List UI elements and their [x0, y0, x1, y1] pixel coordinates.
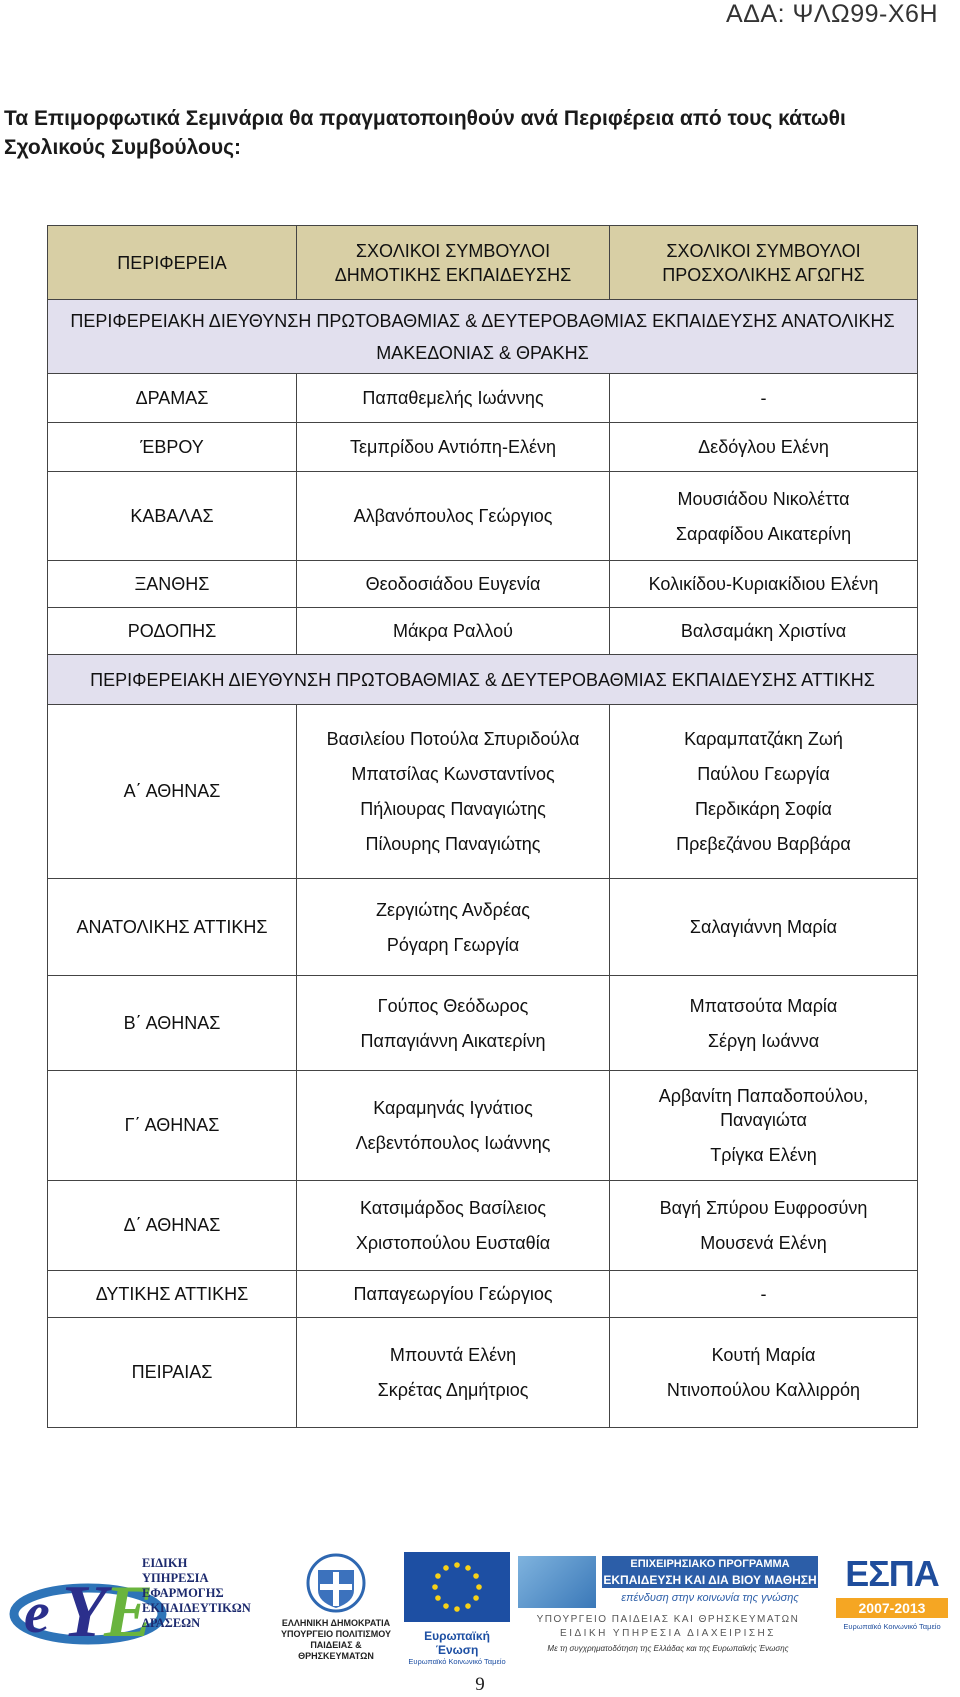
region-row [48, 655, 918, 705]
advisor-name: Καραμπατζάκη Ζωή [684, 729, 843, 749]
area-cell: ΡΟΔΟΠΗΣ [48, 608, 297, 655]
table-row [48, 1271, 918, 1318]
advisor-name: - [760, 1284, 767, 1304]
advisor-name: Μπατσούτα Μαρία [689, 995, 838, 1016]
advisor-name: Πήλιουρας Παναγιώτης [360, 799, 546, 819]
epeaek-graphic [518, 1556, 596, 1608]
advisor-name: Περδικάρη Σοφία [695, 799, 832, 819]
preschool-cell [610, 423, 918, 472]
primary-cell [297, 423, 610, 472]
preschool-cell [610, 879, 918, 976]
table-row [48, 374, 918, 423]
eu-star-icon [473, 1573, 479, 1579]
advisor-name: Μπατσίλας Κωνσταντίνος [351, 764, 555, 784]
advisor-name: Δεδόγλου Ελένη [698, 437, 829, 457]
header-cell: ΠΕΡΙΦΕΡΕΙΑ [48, 226, 297, 300]
greek-seal-icon [304, 1552, 368, 1614]
advisor-name: Μουσιάδου Νικολέττα [677, 488, 850, 509]
svg-text:Y: Y [62, 1571, 108, 1653]
table-row [48, 1318, 918, 1428]
preschool-cell [610, 472, 918, 561]
region-title: ΠΕΡΙΦΕΡΕΙΑΚΗ ΔΙΕΥΘΥΝΣΗ ΠΡΩΤΟΒΑΘΜΙΑΣ & ΔΕΥΤΕΡΟΒΑΘΜΙΑΣ ΕΚΠΑΙΔΕΥΣΗΣ ΑΝΑΤΟΛΙΚΗΣ ΜΑΚΕΔΟΝΙΑΣ & ΘΡΑΚΗΣ [48, 300, 918, 374]
eu-star-icon [435, 1573, 441, 1579]
table-row [48, 976, 918, 1071]
page-number: 9 [475, 1674, 485, 1695]
advisor-name: Σαλαγιάννη Μαρία [689, 917, 838, 937]
advisor-name: Μάκρα Ραλλού [392, 621, 514, 641]
eye-line: ΕΚΠΑΙΔΕΥΤΙΚΩΝ [142, 1601, 251, 1615]
eu-star-icon [454, 1562, 460, 1568]
advisor-name: Αλβανόπουλος Γεώργιος [353, 506, 553, 526]
advisor-name: Πρεβεζάνου Βαρβάρα [676, 834, 851, 854]
advisor-name: Σαραφίδου Αικατερίνη [675, 523, 852, 544]
area-cell: ΔΡΑΜΑΣ [48, 374, 297, 423]
advisor-name: Τεμπρίδου Αντιόπη-Ελένη [350, 437, 556, 457]
primary-cell [297, 1271, 610, 1318]
intro-text: Τα Επιμορφωτικά Σεμινάρια θα πραγματοποιηθούν ανά Περιφέρεια από τους κάτωθι Σχολικούς Συμβούλους: [4, 107, 846, 159]
epeaek-line: ΕΠΙΧΕΙΡΗΣΙΑΚΟ ΠΡΟΓΡΑΜΜΑ [630, 1558, 790, 1570]
advisor-name: Γούπος Θεόδωρος [377, 995, 529, 1016]
table-row [48, 423, 918, 472]
advisor-name: Θεοδοσιάδου Ευγενία [365, 574, 541, 594]
eye-line: ΥΠΗΡΕΣΙΑ [142, 1571, 209, 1585]
advisor-name: Κουτή Μαρία [711, 1345, 816, 1365]
advisor-name: - [760, 388, 767, 408]
eye-logo [0, 1552, 265, 1657]
espa-logo [830, 1552, 954, 1657]
ministry-line: ΠΑΙΔΕΙΑΣ & ΘΡΗΣΚΕΥΜΑΤΩΝ [298, 1640, 374, 1661]
advisor-name: Παύλου Γεωργία [697, 764, 830, 784]
primary-cell [297, 561, 610, 608]
eu-subtitle: Ευρωπαϊκό Κοινωνικό Ταμείο [408, 1657, 506, 1666]
espa-title: ΕΣΠΑ [845, 1553, 939, 1594]
table-row [48, 608, 918, 655]
region-row [48, 300, 918, 374]
advisor-name: Τρίγκα Ελένη [710, 1145, 817, 1165]
area-cell: ΠΕΙΡΑΙΑΣ [48, 1318, 297, 1428]
area-cell: Δ΄ ΑΘΗΝΑΣ [48, 1181, 297, 1271]
table-row [48, 472, 918, 561]
eu-star-icon [465, 1565, 471, 1571]
footer-logos [0, 1552, 960, 1666]
eu-star-icon [454, 1606, 460, 1612]
region-title: ΠΕΡΙΦΕΡΕΙΑΚΗ ΔΙΕΥΘΥΝΣΗ ΠΡΩΤΟΒΑΘΜΙΑΣ & ΔΕΥΤΕΡΟΒΑΘΜΙΑΣ ΕΚΠΑΙΔΕΥΣΗΣ ΑΤΤΙΚΗΣ [48, 655, 918, 705]
epeaek-line: ΕΚΠΑΙΔΕΥΣΗ ΚΑΙ ΔΙΑ ΒΙΟΥ ΜΑΘΗΣΗ [603, 1573, 817, 1587]
primary-cell [297, 1318, 610, 1428]
eu-star-icon [443, 1603, 449, 1609]
advisor-name: Καραμηνάς Ιγνάτιος [373, 1098, 533, 1118]
advisor-name: Αρβανίτη Παπαδοπούλου, Παναγιώτα [658, 1086, 869, 1130]
advisor-name: Χριστοπούλου Ευσταθία [355, 1233, 551, 1253]
table-header-row [48, 226, 918, 300]
advisor-name: Βαλσαμάκη Χριστίνα [680, 621, 847, 641]
advisor-name: Παπαγεωργίου Γεώργιος [353, 1284, 553, 1304]
area-cell: Α΄ ΑΘΗΝΑΣ [48, 705, 297, 879]
primary-cell [297, 1071, 610, 1181]
preschool-cell [610, 1071, 918, 1181]
eu-star-icon [476, 1584, 482, 1590]
advisor-name: Ζεργιώτης Ανδρέας [376, 899, 530, 920]
epeaek-service: ΕΙΔΙΚΗ ΥΠΗΡΕΣΙΑ ΔΙΑΧΕΙΡΙΣΗΣ [560, 1628, 776, 1639]
espa-subtitle: Ευρωπαϊκό Κοινωνικό Ταμείο [843, 1622, 941, 1631]
advisor-name: Παπαθεμελής Ιωάννης [362, 388, 544, 408]
table-row [48, 879, 918, 976]
eu-title: Ευρωπαϊκή Ένωση [424, 1629, 490, 1657]
ministry-line: ΥΠΟΥΡΓΕΙΟ ΠΟΛΙΤΙΣΜΟΥ [280, 1629, 392, 1639]
advisor-name: Σκρέτας Δημήτριος [377, 1380, 529, 1400]
header-cell: ΣΧΟΛΙΚΟΙ ΣΥΜΒΟΥΛΟΙ ΠΡΟΣΧΟΛΙΚΗΣ ΑΓΩΓΗΣ [610, 226, 918, 300]
preschool-cell [610, 976, 918, 1071]
advisor-name: Ρόγαρη Γεωργία [386, 934, 520, 955]
preschool-cell [610, 1318, 918, 1428]
preschool-cell [610, 1181, 918, 1271]
primary-cell [297, 608, 610, 655]
svg-text:E: E [104, 1571, 154, 1653]
table-row [48, 1071, 918, 1181]
espa-years: 2007-2013 [836, 1598, 948, 1618]
preschool-cell [610, 561, 918, 608]
cofunding-note: Με τη συγχρηματοδότηση της Ελλάδας και της Ευρωπαϊκής Ένωσης [547, 1644, 789, 1653]
eye-line: ΕΙΔΙΚΗ [142, 1556, 188, 1570]
table-row [48, 561, 918, 608]
advisor-name: Ντινοπούλου Καλλιρρόη [666, 1380, 861, 1400]
advisor-name: Μπουντά Ελένη [389, 1345, 517, 1365]
primary-cell [297, 976, 610, 1071]
advisor-name: Πίλουρης Παναγιώτης [365, 834, 541, 854]
header-cell: ΣΧΟΛΙΚΟΙ ΣΥΜΒΟΥΛΟΙ ΔΗΜΟΤΙΚΗΣ ΕΚΠΑΙΔΕΥΣΗΣ [297, 226, 610, 300]
primary-cell [297, 879, 610, 976]
epeaek-logo [518, 1552, 818, 1657]
eu-star-icon [465, 1603, 471, 1609]
area-cell: ΔΥΤΙΚΗΣ ΑΤΤΙΚΗΣ [48, 1271, 297, 1318]
preschool-cell [610, 374, 918, 423]
area-cell: ΚΑΒΑΛΑΣ [48, 472, 297, 561]
eu-star-icon [435, 1595, 441, 1601]
eu-star-icon [473, 1595, 479, 1601]
area-cell: Γ΄ ΑΘΗΝΑΣ [48, 1071, 297, 1181]
table-row [48, 1181, 918, 1271]
area-cell: ΞΑΝΘΗΣ [48, 561, 297, 608]
eu-star-icon [432, 1584, 438, 1590]
primary-cell [297, 1181, 610, 1271]
primary-cell [297, 472, 610, 561]
advisor-name: Μουσενά Ελένη [700, 1233, 827, 1253]
advisor-name: Βαγή Σπύρου Ευφροσύνη [659, 1198, 868, 1218]
advisor-name: Βασιλείου Ποτούλα Σπυριδούλα [326, 729, 580, 749]
eye-line: ΔΡΑΣΕΩΝ [142, 1616, 201, 1630]
advisor-name: Κολικίδου-Κυριακίδιου Ελένη [648, 574, 879, 594]
advisor-name: Λεβεντόπουλος Ιωάννης [355, 1133, 551, 1153]
eu-star-icon [443, 1565, 449, 1571]
advisors-table [47, 225, 918, 1428]
area-cell: ΑΝΑΤΟΛΙΚΗΣ ΑΤΤΙΚΗΣ [48, 879, 297, 976]
eu-flag-icon [404, 1552, 510, 1622]
advisor-name: Κατσιμάρδος Βασίλειος [359, 1198, 547, 1218]
ministry-line: ΕΛΛΗΝΙΚΗ ΔΗΜΟΚΡΑΤΙΑ [281, 1618, 391, 1628]
eye-line: ΕΦΑΡΜΟΓΗΣ [142, 1586, 224, 1600]
preschool-cell [610, 608, 918, 655]
ada-code: ΑΔΑ: ΨΛΩ99-Χ6Η [726, 0, 938, 28]
advisor-name: Παπαγιάννη Αικατερίνη [360, 1030, 546, 1051]
epeaek-ministry: ΥΠΟΥΡΓΕΙΟ ΠΑΙΔΕΙΑΣ ΚΑΙ ΘΡΗΣΚΕΥΜΑΤΩΝ [536, 1614, 800, 1625]
epeaek-motto: επένδυση στην κοινωνία της γνώσης [621, 1592, 799, 1604]
eu-logo [403, 1552, 511, 1666]
ministry-logo [272, 1552, 400, 1661]
primary-cell [297, 705, 610, 879]
preschool-cell [610, 1271, 918, 1318]
area-cell: Β΄ ΑΘΗΝΑΣ [48, 976, 297, 1071]
svg-text:e: e [24, 1580, 50, 1645]
area-cell: ΈΒΡΟΥ [48, 423, 297, 472]
table-row [48, 705, 918, 879]
advisor-name: Σέργη Ιωάννα [707, 1030, 820, 1051]
preschool-cell [610, 705, 918, 879]
primary-cell [297, 374, 610, 423]
